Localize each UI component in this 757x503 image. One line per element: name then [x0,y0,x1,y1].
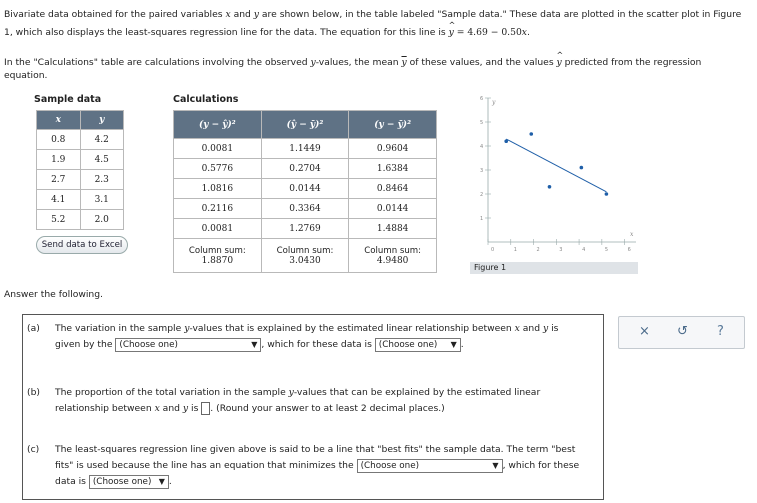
question-c: The least-squares regression line given above is said to be a line that "best fits" the sample data. The term "best fits" is used because the line has an equation that minimizes the (Choose one) ▼ , which for these data is (Choose one) ▼ . [55,444,580,487]
calc-cell: 1.1449 [261,139,349,159]
question-c-tag: (c) [27,444,40,455]
sample-cell: 2.0 [80,210,124,230]
sample-cell: 4.1 [37,190,81,210]
y-tick-label: 6 [480,96,484,102]
calc-header-regression-sq: (ŷ − ȳ)² [261,111,349,139]
sample-cell: 4.2 [80,130,124,150]
y-tick-label: 2 [480,192,484,198]
sample-cell: 4.5 [80,150,124,170]
sample-data-title: Sample data [34,94,102,105]
column-sum-row [174,239,437,273]
x-tick-label: 0 [491,247,495,253]
column-sum-label: Column sum: [276,245,334,256]
calc-cell: 0.2116 [174,199,262,219]
answer-toolbar [618,316,745,349]
proportion-input[interactable] [201,402,210,415]
table-row [174,199,437,219]
question-b-tag: (b) [27,387,41,398]
calc-cell: 0.2704 [261,159,349,179]
data-point [504,139,508,143]
calc-cell: 1.4884 [349,219,437,239]
data-point [548,185,552,189]
question-b: The proportion of the total variation in the sample y-values that can be explained by the estimated linear relationship between x and y is . (Round your answer to at least 2 decimal places.) [55,387,541,414]
send-to-excel-button[interactable]: Send data to Excel [36,236,128,254]
sample-cell: 2.7 [37,170,81,190]
y-tick-label: 5 [480,120,484,126]
sample-cell: 3.1 [80,190,124,210]
help-icon[interactable]: ? [717,324,724,339]
c-choose-dropdown-1[interactable]: (Choose one) ▼ [357,459,503,473]
calc-cell: 1.2769 [261,219,349,239]
y-tick-label: 3 [480,168,484,174]
x-tick-label: 6 [627,247,631,253]
scatter-plot [468,92,640,262]
column-sum-label: Column sum: [364,245,422,256]
calc-cell: 1.0816 [174,179,262,199]
intro-paragraph-2: In the "Calculations" table are calculations involving the observed y-values, the mean $\overline{y}$ of these values, and the values ^ y predicted from the regression equation. [4,56,754,82]
question-a: The variation in the sample y-values that is explained by the estimated linear relationship between x and y is given by the (Choose one) ▼ , which for these data is (Choose one) ▼ . [55,323,559,350]
sample-data-table [36,110,124,230]
calc-cell: 0.9604 [349,139,437,159]
undo-icon[interactable]: ↺ [677,324,688,339]
a-choose-dropdown-2[interactable]: (Choose one) ▼ [375,338,461,352]
sample-cell: 1.9 [37,150,81,170]
table-row [37,170,124,190]
calculations-title: Calculations [173,94,239,105]
c-choose-dropdown-2[interactable]: (Choose one) ▼ [89,475,169,489]
x-tick-label: 4 [582,247,586,253]
calc-cell: 0.0144 [261,179,349,199]
y-tick-label: 1 [480,216,484,222]
calc-cell: 0.0081 [174,219,262,239]
question-box [22,314,604,500]
table-row [174,179,437,199]
x-tick-label: 5 [604,247,609,253]
table-row [174,219,437,239]
sample-cell: 2.3 [80,170,124,190]
calculations-table [173,110,437,273]
regression-line [506,139,606,192]
sample-cell: 0.8 [37,130,81,150]
calc-header-residual-sq: (y − ŷ)² [174,111,262,139]
data-point [605,192,609,196]
calc-cell: 0.0144 [349,199,437,219]
column-sum-value: 4.9480 [376,255,409,266]
dropdown-arrow-icon: ▼ [492,460,499,470]
column-sum-value: 1.8870 [201,255,234,266]
y-axis-label: y [492,99,496,106]
x-tick-label: 1 [513,247,517,253]
table-row [174,139,437,159]
calc-cell: 0.5776 [174,159,262,179]
calc-cell: 0.3364 [261,199,349,219]
figure-caption: Figure 1 [470,262,638,274]
x-tick-label: 2 [536,247,540,253]
table-row [37,210,124,230]
table-row [37,150,124,170]
sample-cell: 5.2 [37,210,81,230]
data-point [580,166,584,170]
dropdown-arrow-icon: ▼ [158,476,165,486]
calc-cell: 0.8464 [349,179,437,199]
x-tick-label: 3 [559,247,563,253]
y-hat-symbol: ^ y [449,24,454,42]
table-row [37,130,124,150]
sample-header-x: x [37,111,81,130]
data-point [529,132,533,136]
x-axis-label: x [630,231,634,238]
intro-paragraph-1: Bivariate data obtained for the paired variables x and y are shown below, in the table labeled "Sample data." These data are plotted in the scatter plot in Figure 1, which also displays the least-squares regression line for the data. The equation for this line is ^ y = 4.69 − 0.50x. [4,6,754,42]
question-a-tag: (a) [27,323,40,334]
answer-label: Answer the following. [4,289,103,300]
column-sum-label: Column sum: [188,245,246,256]
close-icon[interactable]: × [639,324,650,339]
calc-header-total-sq: (y − ȳ)² [349,111,437,139]
dropdown-arrow-icon: ▼ [450,339,457,349]
a-choose-dropdown-1[interactable]: (Choose one) ▼ [115,338,261,352]
calc-cell: 1.6384 [349,159,437,179]
table-row [37,190,124,210]
column-sum-value: 3.0430 [289,255,321,266]
y-tick-label: 4 [480,144,484,150]
dropdown-arrow-icon: ▼ [251,339,258,349]
table-row [174,159,437,179]
calc-cell: 0.0081 [174,139,262,159]
sample-header-y: y [80,111,124,130]
y-bar-symbol: $\overline{y}$ [401,57,407,68]
